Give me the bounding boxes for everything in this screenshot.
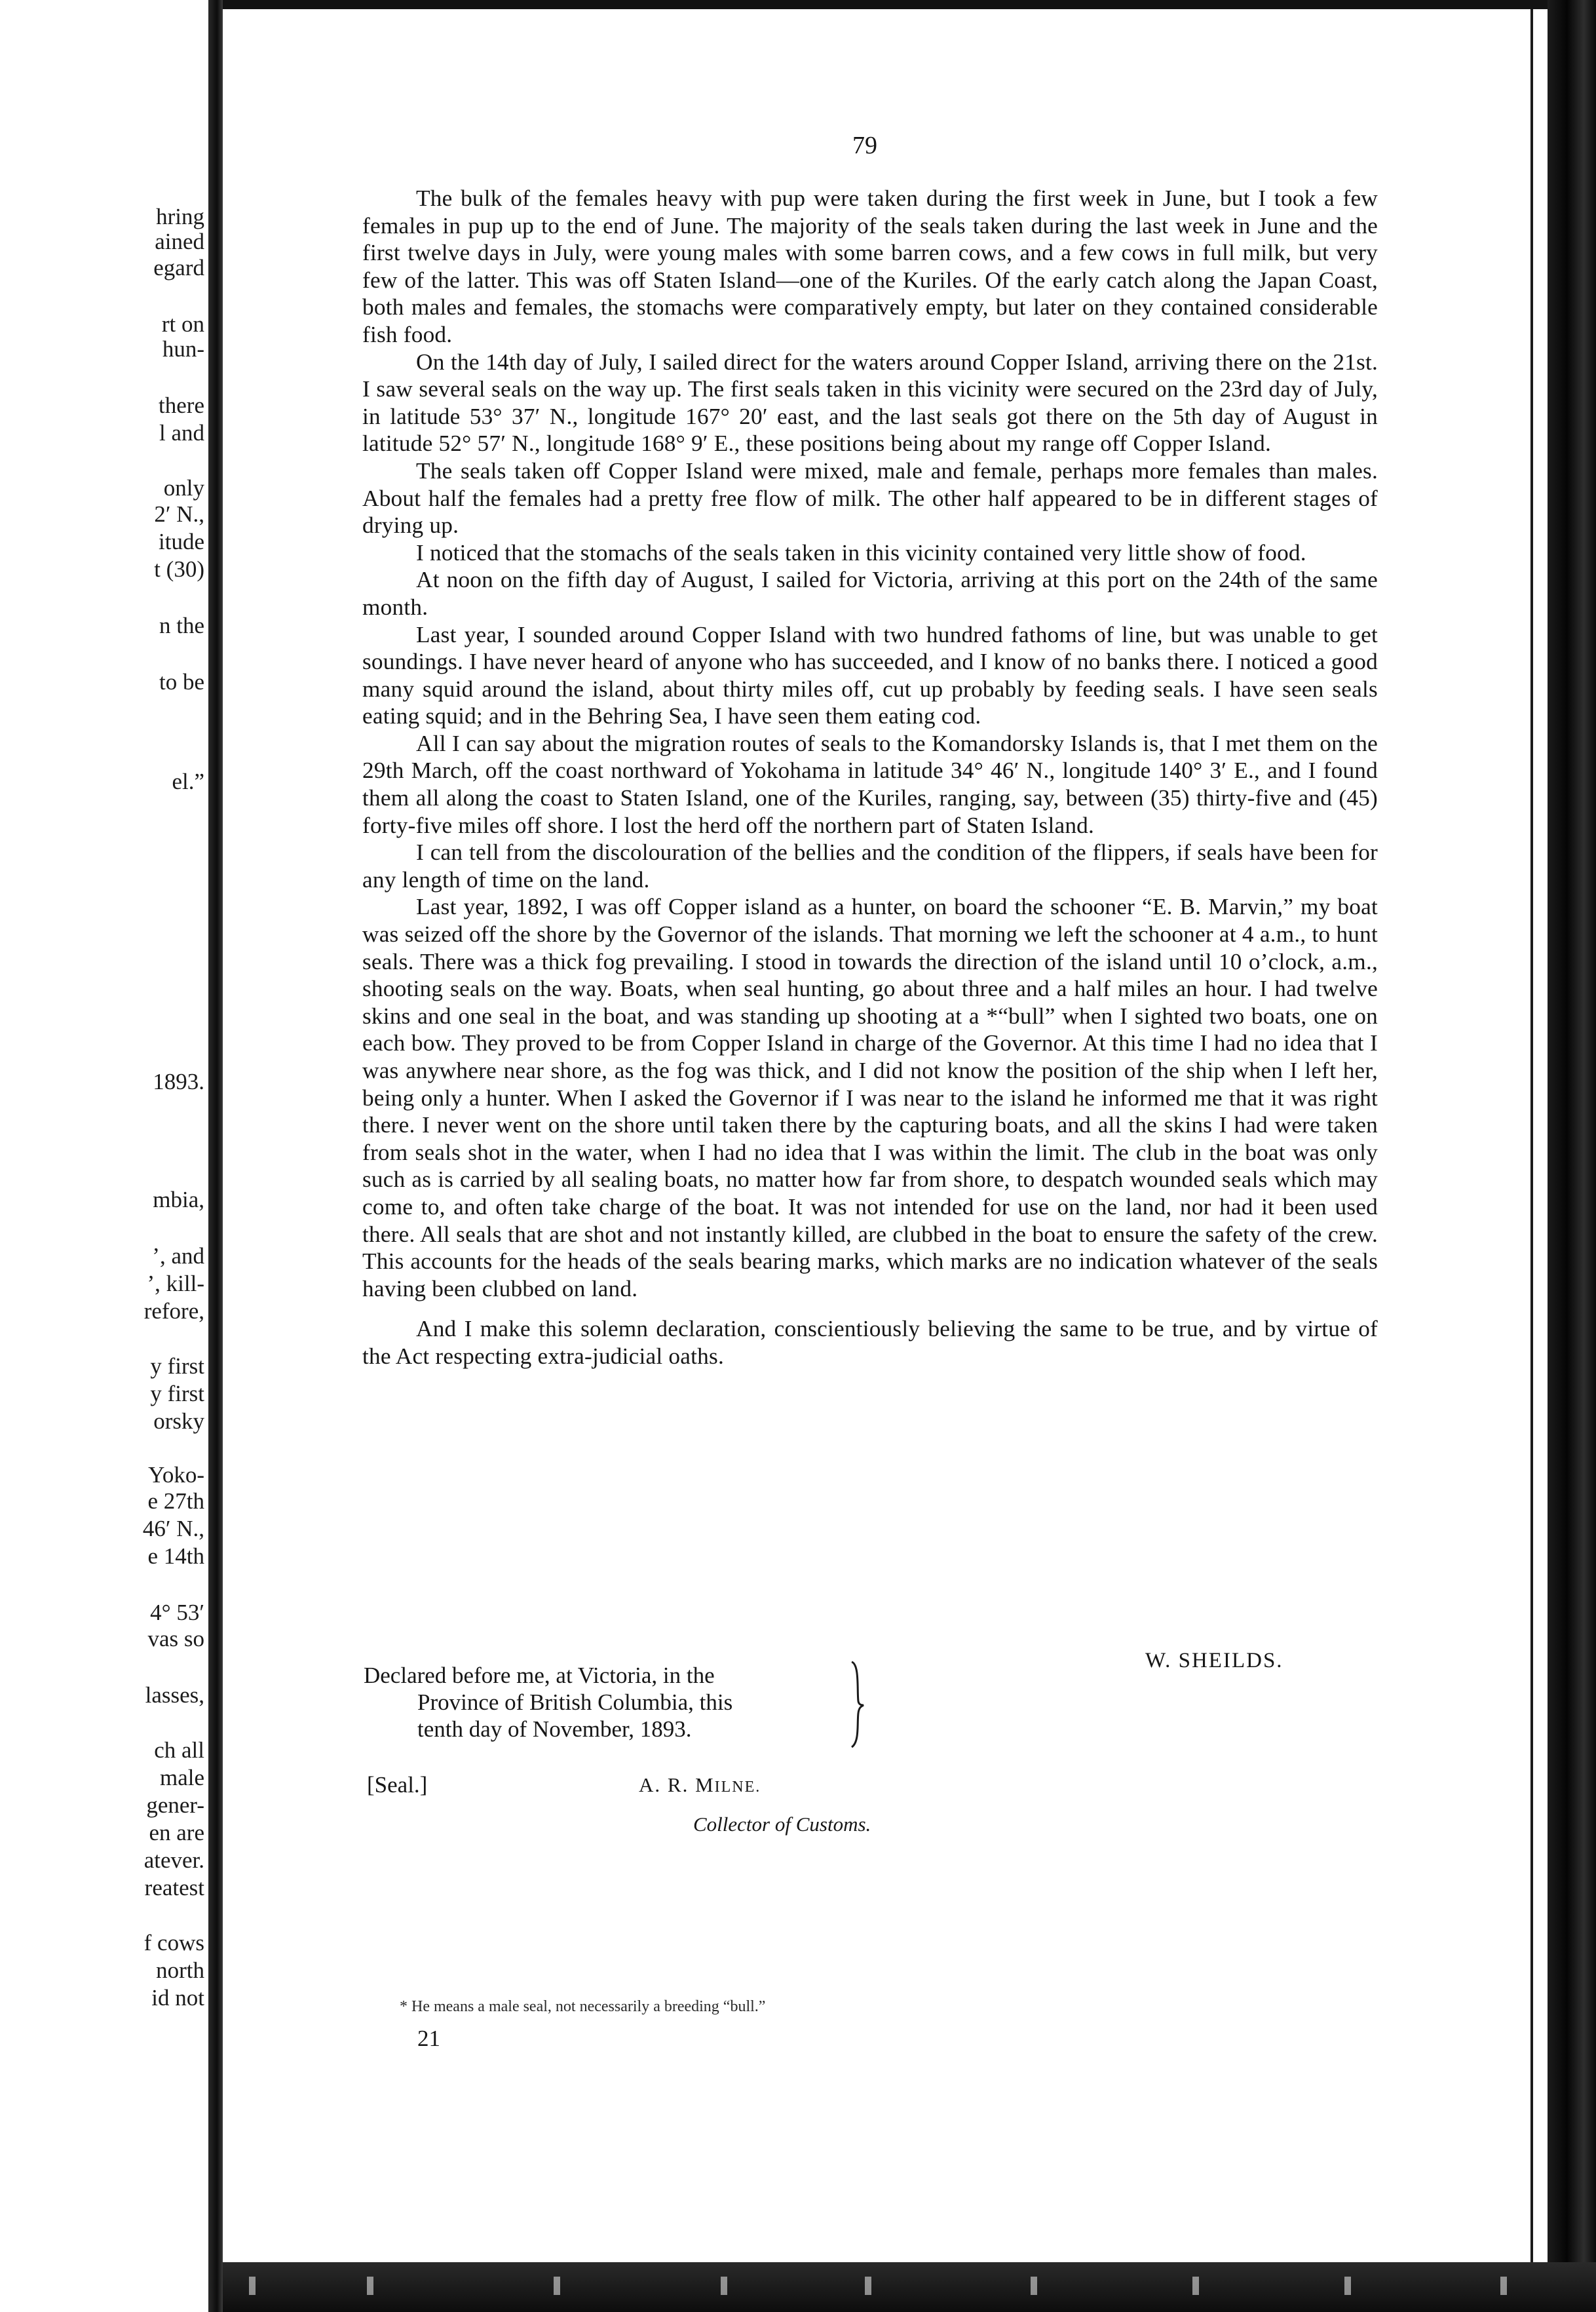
seal-label: [Seal.]	[367, 1772, 428, 1798]
paragraph: At noon on the fifth day of August, I sailed for Victoria, arriving at this port on the 24th of the same month.	[362, 567, 1378, 620]
declared-before-block	[364, 1662, 862, 1743]
fragment-line: itude	[159, 529, 204, 554]
fragment-line: male	[159, 1765, 204, 1790]
declaration-paragraph: And I make this solemn declaration, conscientiously believing the same to be true, and by virtue of the Act respecting extra-judicial oaths.	[362, 1316, 1378, 1369]
fragment-line: lasses,	[145, 1682, 204, 1708]
fragment-line: y first	[150, 1353, 204, 1379]
fragment-line: l and	[159, 420, 204, 446]
official-initials: A. R. M	[639, 1773, 715, 1796]
fragment-line: en are	[149, 1820, 204, 1845]
fragment-line: north	[156, 1957, 204, 1983]
fragment-line: 1893.	[153, 1069, 204, 1094]
signer-name: W. SHEILDS.	[1145, 1649, 1283, 1672]
fragment-line: to be	[159, 669, 204, 695]
body-text	[362, 185, 1378, 1370]
declared-line: tenth day of November, 1893.	[417, 1716, 692, 1742]
fragment-line: f cows	[143, 1930, 204, 1956]
page-number: 79	[852, 132, 877, 159]
binding-gutter-shadow	[208, 0, 223, 2312]
fragment-line: ’, kill-	[147, 1271, 204, 1296]
fragment-line: gener-	[146, 1792, 204, 1818]
scan-noise	[223, 2273, 1546, 2299]
paragraph: The seals taken off Copper Island were mixed, male and female, perhaps more females than males. About half the females had a pretty free flow of milk. The other half appeared to be in different stages of drying up.	[362, 457, 1378, 539]
declared-line: Declared before me, at Victoria, in the	[364, 1663, 715, 1688]
scan-border-top	[223, 0, 1596, 9]
fragment-line: hun-	[162, 336, 204, 362]
fragment-line: n the	[159, 613, 204, 638]
fragment-line: orsky	[153, 1408, 204, 1434]
paragraph: I can tell from the discolouration of the bellies and the condition of the flippers, if seals have been for any length of time on the land.	[362, 839, 1378, 893]
fragment-line: 46′ N.,	[142, 1516, 204, 1541]
official-title: Collector of Customs.	[693, 1813, 871, 1836]
declared-line: Province of British Columbia, this	[417, 1689, 733, 1715]
page-edge-line	[1530, 9, 1533, 2262]
fragment-line: e 27th	[147, 1488, 204, 1514]
fragment-line: el.”	[172, 769, 204, 794]
fragment-line: ained	[155, 229, 204, 254]
official-surname-smallcaps: ILNE.	[714, 1779, 761, 1796]
fragment-line: mbia,	[153, 1187, 204, 1212]
fragment-line: ’, and	[152, 1243, 204, 1269]
paragraph: Last year, I sounded around Copper Island with two hundred fathoms of line, but was unable to get soundings. I have never heard of anyone who has succeeded, and I know of no banks there. I noticed a good many squid around the island, about thirty miles off, cut up probably by feeding seals. I have seen seals eating squid; and in the Behring Sea, I have seen them eating cod.	[362, 621, 1378, 729]
footnote: * He means a male seal, not necessarily a breeding “bull.”	[400, 1998, 766, 2015]
fragment-line: reatest	[144, 1875, 204, 1900]
fragment-line: Yoko-	[148, 1462, 204, 1488]
fragment-line: 4° 53′	[150, 1600, 204, 1625]
scan-border-right	[1548, 0, 1596, 2312]
fragment-line: id not	[151, 1985, 204, 2011]
fragment-line: 2′ N.,	[154, 501, 204, 527]
fragment-line: refore,	[143, 1298, 204, 1324]
fragment-line: hring	[156, 204, 204, 229]
fragment-line: vas so	[147, 1626, 204, 1651]
fragment-line: there	[159, 393, 204, 418]
fragment-line: ch all	[154, 1737, 204, 1763]
fragment-line: egard	[153, 255, 204, 280]
paragraph: On the 14th day of July, I sailed direct for the waters around Copper Island, arriving there on the 21st. I saw several seals on the way up. The first seals taken in this vicinity were secured on the 23rd day of July, in latitude 53° 37′ N., longitude 167° 20′ east, and the last seals got there on the 5th day of August in latitude 52° 57′ N., longitude 168° 9′ E., these positions being about my range off Copper Island.	[362, 349, 1378, 457]
paragraph: I noticed that the stomachs of the seals taken in this vicinity contained very little show of food.	[416, 539, 1306, 566]
signature-mark: 21	[417, 2026, 440, 2051]
fragment-line: e 14th	[147, 1543, 204, 1569]
previous-page-fragment	[0, 0, 208, 2312]
official-name	[639, 1773, 761, 1797]
curly-brace-icon	[846, 1658, 865, 1750]
fragment-line: t (30)	[154, 556, 204, 582]
fragment-line: rt on	[161, 311, 204, 337]
paragraph: The bulk of the females heavy with pup were taken during the first week in June, but I took a few females in pup up to the end of June. The majority of the seals taken during the last week in June and the first twelve days in July, were young males with some barren cows, and a few cows in full milk, but very few of the latter. This was off Staten Island—one of the Kuriles. Of the early catch along the Japan Coast, both males and females, the stomachs were comparatively empty, but later on they contained considerable fish food.	[362, 185, 1378, 347]
paragraph: All I can say about the migration routes of seals to the Komandorsky Islands is, that I met them on the 29th March, off the coast northward of Yokohama in latitude 34° 46′ N., longitude 140° 3′ E., and I found them all along the coast to Staten Island, one of the Kuriles, ranging, say, between (35) thirty-five and (45) forty-five miles off shore. I lost the herd off the northern part of Staten Island.	[362, 730, 1378, 838]
fragment-line: y first	[150, 1381, 204, 1406]
paragraph: Last year, 1892, I was off Copper island as a hunter, on board the schooner “E. B. Marvin,” my boat was seized off the shore by the Governor of the islands. That morning we left the schooner at 4 a.m., to hunt seals. There was a thick fog prevailing. I stood in towards the direction of the island until 10 o’clock, a.m., shooting seals on the way. Boats, when seal hunting, go about three and a half miles an hour. I had twelve skins and one seal in the boat, and was standing up shooting at a *“bull” when I sighted two boats, one on each bow. They proved to be from Copper Island in charge of the Governor. At this time I had no idea that I was anywhere near shore, as the fog was thick, and I did not know the position of the ship when I left her, being only a hunter. When I asked the Governor if I was near to the island he informed me that it was right there. I never went on the shore until taken there by the capturing boats, and all the skins I had were taken from seals shot in the water, when I had no idea that I was within the limit. The club in the boat was only such as is carried by all sealing boats, no matter how far from shore, to despatch wounded seals which may come to, and often take charge of the boat. It was not intended for use on the land, nor had it been used there. All seals that are shot and not instantly killed, are clubbed in the boat to ensure the safety of the crew. This accounts for the heads of the seals bearing marks, which marks are no indication whatever of the seals having been clubbed on land.	[362, 894, 1378, 1301]
fragment-line: atever.	[143, 1847, 204, 1873]
fragment-line: only	[163, 475, 204, 501]
